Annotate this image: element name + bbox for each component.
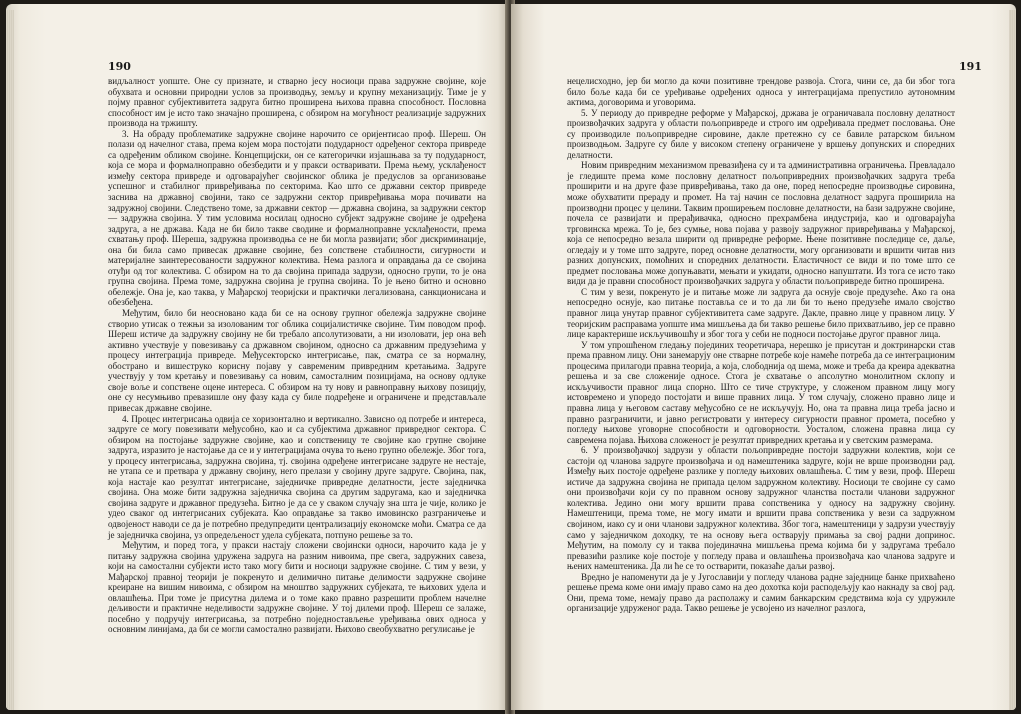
left-page-text xyxy=(108,76,486,635)
left-paragraph-4: 4. Процес интегрисања одвија се хоризонтално и вертикално. Зависно од потребе и интереса, задруге се могу повезивати међусобно, као и са субјектима државног привредног сектора. С обзиром на постојање задружне својине, као и сопственицу те својине као групне својине задруга, изразито је настојање да се и у интеграцијама очува то њено групно обележје. Због тога, у процесу интегрисања, задружна својина, тј. својина одређене интегрисане задруге не нестаје, не утапа се и претвара у државну својину, него прелази у својину друге задруге. Својина, пак, која настаје као резултат интегрисане, заједничке привредне делатности, јесте заједничка својина. Она може бити задружна заједничка својина са другим задругама, као и заједничка својина задруге и државног предузећа. Битно је да се у сваком случају зна шта је чије, колико је удео сваког од интегрисаних субјеката. Као оправдање за такво имовинско разграничење и одвојеност наводи се да је потребно предупредити централизацију економске моћи. Сматра се да је заједничка својина, уз опредељеност удела субјеката, потпуно решење за то. xyxy=(108,413,486,540)
right-page-text xyxy=(567,76,955,614)
right-paragraph-3: Новим привредним механизмом превазиђена су и та административна ограничења. Превладало је гледиште према коме пословну делатност пољопривредних произвођачких задруга треба проширити и на друге фазе привређивања, тако да оне, поред непосредне производње сировина, може обухватити прераду и промет. На тај начин се пословна делатност задруга проширила на производни процес у целини. Таквим проширењем пословне делатности, на бази задружне својине, почела се развијати и прерађивачка, односно прехрамбена индустрија, као и одговарајућа трговинска мрежа. То је, без сумње, нова појава у развоју задружног привређивања у Мађарској, која се непосредно везала ширити од привредне реформе. Њене позитивне последице се, даље, огледају и у томе што задруге, поред основне делатности, могу организовати и вршити читав низ разних допунских, помоћних и споредних делатности. Еластичност се види и по томе што се предмет пословања може допуњавати, мењати и укидати, односно напуштати. Из тога се исто тако види да је правни способност произвођачких задруга у области пољопривреде битно проширена. xyxy=(567,160,955,287)
right-paragraph-2: 5. У периоду до привредне реформе у Мађарској, држава је ограничавала пословну делатност произвођачких задруга у области пољопривреде и строго им одређивала предмет пословања. Оне су производиле пољопривредне сировине, дакле претежно су се бавиле ратарском биљном производњом. Задруге су биле у високом степену ограничене у вршењу допунских и споредних делатности. xyxy=(567,107,955,160)
right-paragraph-5: У том упрошћеном гледању појединих теоретичара, нерешко је присутан и доктринарски став према правном лицу. Они занемарују оне стварне потребе које намеће потреба да се интеграционим процесима прилагоди правна теорија, а која, слободнија од шема, може и треба да креира адекватна решења и за све сложеније односе. Стога је схватање о апсолутно монолитном склопу и искључивости правног лица спорно. Што се тиче структуре, у сложеном правном лицу могу истовремено и упоредо постојати и више правних лица. У том случају, сложено правно лице и правна лица у његовом саставу међусобно се не искључују. Но, она та правна лица треба јасно и правно разграничити, и јавно регистровати у интересу сигурности правног промета, посебно у погледу њихове уговорне способности и одговорности. Уосталом, сложена правна лица су савремена појава. Њихова сложеност је резултат привредних кретања и у светским размерама. xyxy=(567,339,955,445)
right-paragraph-1: нецелисходно, јер би могло да кочи позитивне трендове развоја. Стога, чини се, да би због тога било боље када би се уређивање одређених односа у интеграцијама препустило аутономним актима, договорима и уговорима. xyxy=(567,76,955,108)
right-paragraph-4: С тим у вези, покренуто је и питање може ли задруга да оснује своје предузеће. Ако га она непосредно оснује, као питање поставља се и то да ли би то њено предузеће имало својство правног лица унутар правног субјективитета саме задруге. Дакле, правно лице у правном лицу. У теоријским расправама уопште има мишљења да би такво решење било прихватљиво, јер се правно лице карактерише искључивошћу и због тога у себи не подноси постојање другог правног лица. xyxy=(567,286,955,340)
left-page-edges xyxy=(6,10,14,710)
left-paragraph-5: Међутим, и поред тога, у пракси настају сложени својински односи, нарочито када је у питању задружна својина удружена задруга на разним нивоима, пре свега, задружних савеза, који на самостални субјекти исто тако могу бити и носиоци задружне својине. С тим у вези, у Мађарској правној теорији је покренуто и делимично питање делимости задружне својине креиране на вишим нивоима, с обзиром на мноштво задружних субјеката, те њихових удела и овлашћења. При томе је присутна дилема и о томе како правно разрешити проблем начелне дељивости и практичне неделивости задружне својине. У тој дилеми проф. Шереш се залаже, посебно у подручју интегрисања, за потребно поједностављење уређивања ових односа у основним линијама, да би се могли самостално развијати. Њихово свеобухватно регулисање је xyxy=(108,540,486,635)
right-paragraph-6: 6. У произвођачкој задрузи у области пољопривредне постоји задружни колектив, који се састоји од чланова задруге произвођача и од намештеника задруге, који не врше производни рад. Између њих постоје одређене разлике у погледу њихових овлашћења. С тим у вези, проф. Шереш истиче да задружна својина не припада целом задружном колективу. Носиоци те својине су само они произвођачи који су по правном основу задружног чланства постали чланови задружног колектива. Једино они могу вршити права сопственика у односу на задружну својину. Намештеници, према томе, не могу имати и вршити права сопственика у вези са задружном својином, иако су и они чланови задружног колектива. Због тога, намештеници у задрузи учествују само у заједничком доходку, те на основу њега остварују примања за свој радни допринос. Међутим, на помолу су и таква појединачна мишљења према којима би у задругама требало превазићи разлике које постоје у погледу права и овлашћења произвођача као чланова задруге и њених намештеника. Да ли ће се то остварити, показаће даљи развој. xyxy=(567,445,955,572)
left-page-number: 190 xyxy=(108,60,131,73)
right-page-number: 191 xyxy=(959,60,982,73)
left-paragraph-3: Међутим, било би неосновано када би се на основу групног обележја задружне својине створио утисак о тежњи за изолованим тог облика социјалистичке својине. Тим поводом проф. Шереш истиче да задружну својину не би требало апсолутизовати, а ни изоловати, јер она већ активно учествује у повезивању са државном својином, односно са државним предузећима у процесу интеграција привреде. Међусекторско интегрисање, пак, сматра се за нормалну, обострано и вишеструко корисну појаву у савременим привредним кретањима. Задруге учествују у том кретању и повезивању са новим, самосталним позицијама, на основу одлуке своје воље и сопствене оцене интереса. С обзиром на ту нову и равноправну њихову позицију, оне су несумњиво превазишле ону фазу када су биле подређене и ограничене и представљале привесак државне својине. xyxy=(108,308,486,413)
left-page xyxy=(6,4,509,710)
right-paragraph-7: Вредно је напоменути да је у Југославији у погледу чланова радне заједнице банке прихваћено решење према коме они имају право само на део дохотка који расподељују као накнаду за свој рад. Они, према томе, немају право да располажу и самим банкарским средствима која су удружиле организације удруженог рада. Такво решење је усвојено из начелног разлога, xyxy=(567,571,955,614)
left-paragraph-1: видљалност уопште. Оне су признате, и стварно јесу носиоци права задружне својине, које обухвата и основни природни услов за производњу, земљу и крупну механизацију. Тиме је у појму правног субјективитета задруга битно проширена њихова правна способност. Пословна способност им је исто тако значајно проширена, с обзиром на могућност реализације задружних производа на тржишту. xyxy=(108,76,486,129)
right-page xyxy=(511,4,1016,710)
right-page-edges xyxy=(1009,10,1016,710)
left-paragraph-2: 3. На обраду проблематике задружне својине нарочито се оријентисао проф. Шереш. Он полази од начелног става, према којем мора постојати подударност одређеног сектора привреде са одређеним обликом својине. Концепцијски, он се категорички изјашњава за ту подударност, која се мора и формалноправно обезбедити и у пракси остваривати. Према њему, усклађеност између сектора привреде и одговарајућег својинског облика је предуслов за организовање успешног и стабилног привређивања по секторима. Као што се државни сектор привреде заснива на државној својини, тако се задружни сектор привређивања мора почивати на задружној својини. Следствено томе, за државни сектор — државна својина, за задружни сектор — задружна својина. У тим условима носилац односно субјект задружне својине је одређена задруга, а не држава. Када не би било такве сводине и формалноправне усклађености, према схватању проф. Шереша, задружна производња се не би могла развијати; због дискриминације, она би била само привесак државне својине, без сопствене стабилности, сигурности и материјалне заинтересованости задружног колектива. Нема разлога и оправдања да се својина отуђи од тог колектива. С обзиром на то да својина припада задрузи, односно групи, то је она групна својина. Према томе, задружна својина је групна својина. То је њено битно и основно обележје. Она је, као таква, у Мађарској теоријски и практички легализована, санкционисана и обезбеђена. xyxy=(108,128,486,308)
